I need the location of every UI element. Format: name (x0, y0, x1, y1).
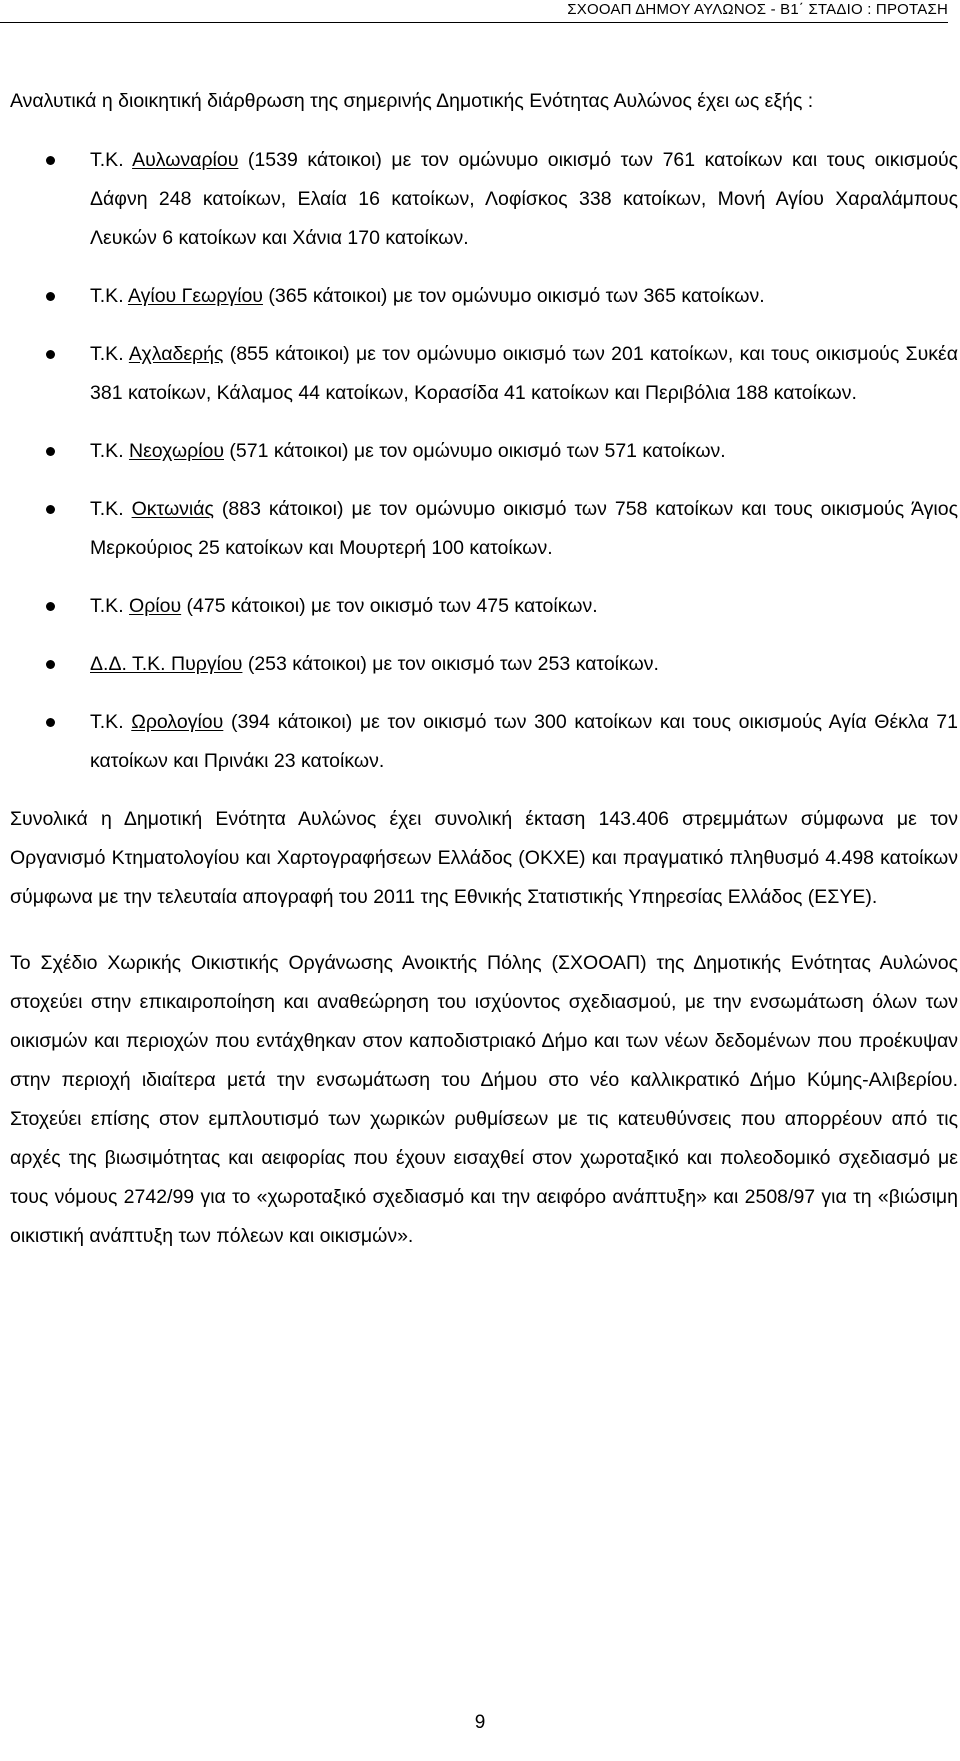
community-prefix: Τ.Κ. (90, 440, 130, 462)
community-prefix: Τ.Κ. (90, 343, 129, 365)
bullet-icon (46, 350, 55, 359)
community-name: Ορίου (129, 595, 182, 617)
plan-objectives-paragraph: Το Σχέδιο Χωρικής Οικιστικής Οργάνωσης Ανοικτής Πόλης (ΣΧΟΟΑΠ) της Δημοτικής Ενότητας Αυλώνος στοχεύει στην επικαιροποίηση και αναθεώρηση του ισχύοντος σχεδιασμού, με την ενσωμάτωση όλων των οικισμών και περιοχών που εντάχθηκαν στον καποδιστριακό Δήμο και των νέων δεδομένων που προέκυψαν στην περιοχή ιδιαίτερα μετά την ενσωμάτωση του Δήμου στο νέο καλλικρατικό Δήμο Κύμης-Αλιβερίου. Στοχεύει επίσης στον εμπλουτισμό των χωρικών ρυθμίσεων με τις κατευθύνσεις που απορρέουν από τις αρχές της βιωσιμότητας και αειφορίας που έχουν εισαχθεί στον χωροταξικό και πολεοδομικό σχεδιασμό με τους νόμους 2742/99 για το «χωροταξικό σχεδιασμό και την αειφόρο ανάπτυξη» και 2508/97 για τη «βιώσιμη οικιστική ανάπτυξη των πόλεων και οικισμών». (10, 952, 958, 1247)
community-description: (365 κάτοικοι) με τον ομώνυμο οικισμό των 365 κατοίκων. (262, 285, 765, 307)
header-title: ΣΧΟΟΑΠ ΔΗΜΟΥ ΑΥΛΩΝΟΣ - Β1΄ ΣΤΑΔΙΟ : ΠΡΟΤΑΣΗ (567, 1, 948, 18)
community-description: (855 κάτοικοι) με τον ομώνυμο οικισμό των 201 κατοίκων, και τους οικισμούς Συκέα 381 κατοίκων, Κάλαμος 44 κατοίκων, Κορασίδα 41 κατοίκων και Περιβόλια 188 κατοίκων. (90, 343, 958, 404)
list-item (10, 432, 958, 471)
community-prefix: Δ.Δ. Τ.Κ. (90, 653, 171, 675)
community-description: (253 κάτοικοι) με τον οικισμό των 253 κατοίκων. (242, 653, 659, 675)
community-prefix: Τ.Κ. (90, 711, 132, 733)
community-description: (1539 κάτοικοι) με τον ομώνυμο οικισμό των 761 κατοίκων και τους οικισμούς Δάφνη 248 κατοίκων, Ελαία 16 κατοίκων, Λοφίσκος 338 κατοίκων, Μονή Αγίου Χαραλάμπους Λευκών 6 κατοίκων και Χάνια 170 κατοίκων. (90, 149, 959, 249)
community-prefix: Τ.Κ. (90, 498, 132, 520)
list-item (10, 645, 958, 684)
community-description: (571 κάτοικοι) με τον ομώνυμο οικισμό των 571 κατοίκων. (224, 440, 726, 462)
bullet-icon (46, 660, 55, 669)
summary-paragraph: Συνολικά η Δημοτική Ενότητα Αυλώνος έχει συνολική έκταση 143.406 στρεμμάτων σύμφωνα με τον Οργανισμό Κτηματολογίου και Χαρτογραφήσεων Ελλάδος (ΟΚΧΕ) και πραγματικό πληθυσμό 4.498 κατοίκων σύμφωνα με την τελευταία απογραφή του 2011 της Εθνικής Στατιστικής Υπηρεσίας Ελλάδος (ΕΣΥΕ). (10, 808, 958, 908)
list-item (10, 703, 958, 781)
bullet-icon (46, 718, 55, 727)
community-description: (883 κάτοικοι) με τον ομώνυμο οικισμό των 758 κατοίκων και τους οικισμούς Άγιος Μερκούριος 25 κατοίκων και Μουρτερή 100 κατοίκων. (90, 498, 958, 559)
bullet-icon (46, 505, 55, 514)
community-name: Αχλαδερής (128, 343, 224, 365)
document-body (10, 82, 958, 1256)
community-name: Νεοχωρίου (129, 440, 224, 462)
bullet-icon (46, 602, 55, 611)
list-item (10, 277, 958, 316)
community-list (10, 141, 958, 781)
community-name: Πυργίου (170, 653, 243, 675)
bullet-icon (46, 447, 55, 456)
bullet-icon (46, 292, 55, 301)
community-name: Ωρολογίου (131, 711, 224, 733)
community-name: Αυλωναρίου (132, 149, 239, 171)
community-description: (475 κάτοικοι) με τον οικισμό των 475 κατοίκων. (181, 595, 598, 617)
community-prefix: Τ.Κ. (90, 149, 133, 171)
page-number: 9 (474, 1712, 486, 1733)
page-header (0, 0, 948, 23)
intro-paragraph: Αναλυτικά η διοικητική διάρθρωση της σημερινής Δημοτικής Ενότητας Αυλώνος έχει ως εξής : (10, 90, 814, 112)
bullet-icon (46, 156, 55, 165)
community-prefix: Τ.Κ. (90, 285, 128, 307)
list-item (10, 587, 958, 626)
community-name: Οκτωνιάς (131, 498, 214, 520)
list-item (10, 490, 958, 568)
community-prefix: Τ.Κ. (90, 595, 130, 617)
community-name: Αγίου Γεωργίου (127, 285, 263, 307)
community-description: (394 κάτοικοι) με τον οικισμό των 300 κατοίκων και τους οικισμούς Αγία Θέκλα 71 κατοίκων και Πρινάκι 23 κατοίκων. (90, 711, 958, 772)
list-item (10, 141, 958, 258)
list-item (10, 335, 958, 413)
